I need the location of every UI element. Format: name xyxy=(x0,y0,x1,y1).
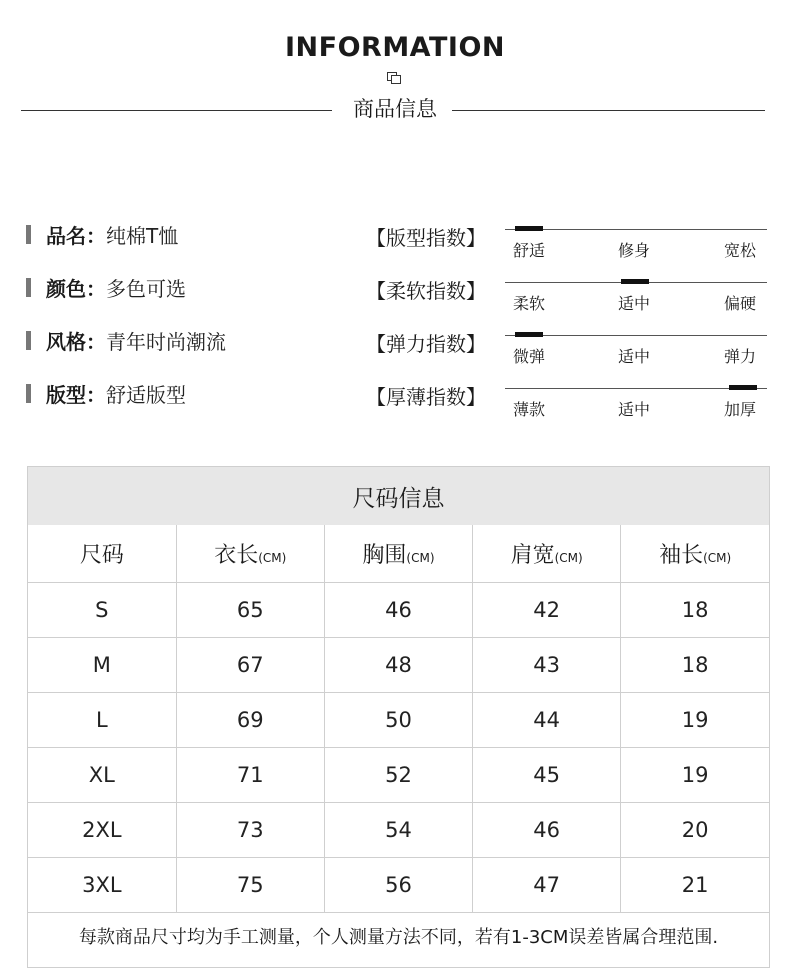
column-name: 尺码 xyxy=(79,543,124,568)
column-header xyxy=(621,525,769,583)
scale-option-left: 薄款 xyxy=(513,400,546,419)
scale-option-left: 舒适 xyxy=(513,241,546,260)
attr-value: 青年时尚潮流 xyxy=(106,329,226,354)
scale-option-middle: 适中 xyxy=(618,347,651,366)
shoulder-cell: 43 xyxy=(473,638,621,693)
attr-label: 版型： xyxy=(46,382,106,407)
shoulder-cell: 46 xyxy=(473,803,621,858)
info-subtitle: 商品信息 xyxy=(353,97,437,121)
attr-label: 品名： xyxy=(46,223,106,248)
column-header xyxy=(324,525,472,583)
index-label: 【版型指数】 xyxy=(366,226,486,250)
scale-marker xyxy=(621,279,649,284)
scale-option-middle: 适中 xyxy=(618,294,651,313)
column-header xyxy=(473,525,621,583)
length-cell: 75 xyxy=(176,858,324,913)
attr-bullet xyxy=(26,278,31,297)
scale-option-left: 柔软 xyxy=(513,294,546,313)
size-cell: S xyxy=(28,583,176,638)
column-name: 胸围 xyxy=(362,543,407,568)
column-name: 衣长 xyxy=(214,543,259,568)
table-row xyxy=(28,693,769,748)
size-cell: 3XL xyxy=(28,858,176,913)
size-cell: 2XL xyxy=(28,803,176,858)
column-unit: (CM) xyxy=(703,551,732,565)
size-table-header-row xyxy=(28,525,769,583)
sleeve-cell: 18 xyxy=(621,638,769,693)
chest-cell: 52 xyxy=(324,748,472,803)
column-name: 肩宽 xyxy=(510,543,555,568)
column-name: 袖长 xyxy=(659,543,704,568)
table-row xyxy=(28,803,769,858)
index-label: 【柔软指数】 xyxy=(366,279,486,303)
length-cell: 65 xyxy=(176,583,324,638)
attr-row-name xyxy=(26,220,178,248)
size-cell: XL xyxy=(28,748,176,803)
shoulder-cell: 45 xyxy=(473,748,621,803)
sleeve-cell: 18 xyxy=(621,583,769,638)
table-row xyxy=(28,748,769,803)
attr-label: 颜色： xyxy=(46,276,106,301)
index-label: 【弹力指数】 xyxy=(366,332,486,356)
shoulder-cell: 44 xyxy=(473,693,621,748)
attr-bullet xyxy=(26,384,31,403)
attr-value: 舒适版型 xyxy=(106,382,186,407)
length-cell: 73 xyxy=(176,803,324,858)
scale-option-middle: 修身 xyxy=(618,241,651,260)
attr-row-style xyxy=(26,326,226,354)
attr-bullet xyxy=(26,225,31,244)
attr-value: 多色可选 xyxy=(106,276,186,301)
table-row xyxy=(28,638,769,693)
scale-line xyxy=(505,335,767,336)
chest-cell: 48 xyxy=(324,638,472,693)
attr-row-fit xyxy=(26,379,186,407)
info-title: INFORMATION xyxy=(284,32,505,63)
size-cell: L xyxy=(28,693,176,748)
table-row xyxy=(28,858,769,913)
column-header xyxy=(28,525,176,583)
chest-cell: 46 xyxy=(324,583,472,638)
scale-option-right: 偏硬 xyxy=(724,294,757,313)
length-cell: 67 xyxy=(176,638,324,693)
scale-marker xyxy=(515,332,543,337)
column-header xyxy=(176,525,324,583)
chest-cell: 54 xyxy=(324,803,472,858)
scale-option-left: 微弹 xyxy=(513,347,546,366)
index-label: 【厚薄指数】 xyxy=(366,385,486,409)
column-unit: (CM) xyxy=(258,551,287,565)
sleeve-cell: 19 xyxy=(621,693,769,748)
chest-cell: 50 xyxy=(324,693,472,748)
table-row xyxy=(28,583,769,638)
scale-option-right: 宽松 xyxy=(724,241,757,260)
header-divider-right xyxy=(452,110,765,111)
size-cell: M xyxy=(28,638,176,693)
scale-option-right: 加厚 xyxy=(724,400,757,419)
sleeve-cell: 21 xyxy=(621,858,769,913)
attr-value: 纯棉T恤 xyxy=(106,223,179,248)
size-table-title: 尺码信息 xyxy=(28,467,769,525)
scale-option-middle: 适中 xyxy=(618,400,651,419)
scale-line xyxy=(505,229,767,230)
length-cell: 71 xyxy=(176,748,324,803)
scale-option-right: 弹力 xyxy=(724,347,757,366)
attr-bullet xyxy=(26,331,31,350)
length-cell: 69 xyxy=(176,693,324,748)
shoulder-cell: 47 xyxy=(473,858,621,913)
chest-cell: 56 xyxy=(324,858,472,913)
sleeve-cell: 19 xyxy=(621,748,769,803)
measurement-note: 每款商品尺寸均为手工测量，个人测量方法不同，若有1-3CM误差皆属合理范围. xyxy=(78,927,719,948)
column-unit: (CM) xyxy=(406,551,435,565)
shoulder-cell: 42 xyxy=(473,583,621,638)
attr-label: 风格： xyxy=(46,329,106,354)
scale-line xyxy=(505,388,767,389)
size-table xyxy=(28,525,769,913)
size-info-card xyxy=(27,466,770,968)
attr-row-color xyxy=(26,273,186,301)
column-unit: (CM) xyxy=(554,551,583,565)
scale-marker xyxy=(729,385,757,390)
sleeve-cell: 20 xyxy=(621,803,769,858)
copy-icon xyxy=(387,72,401,84)
scale-marker xyxy=(515,226,543,231)
